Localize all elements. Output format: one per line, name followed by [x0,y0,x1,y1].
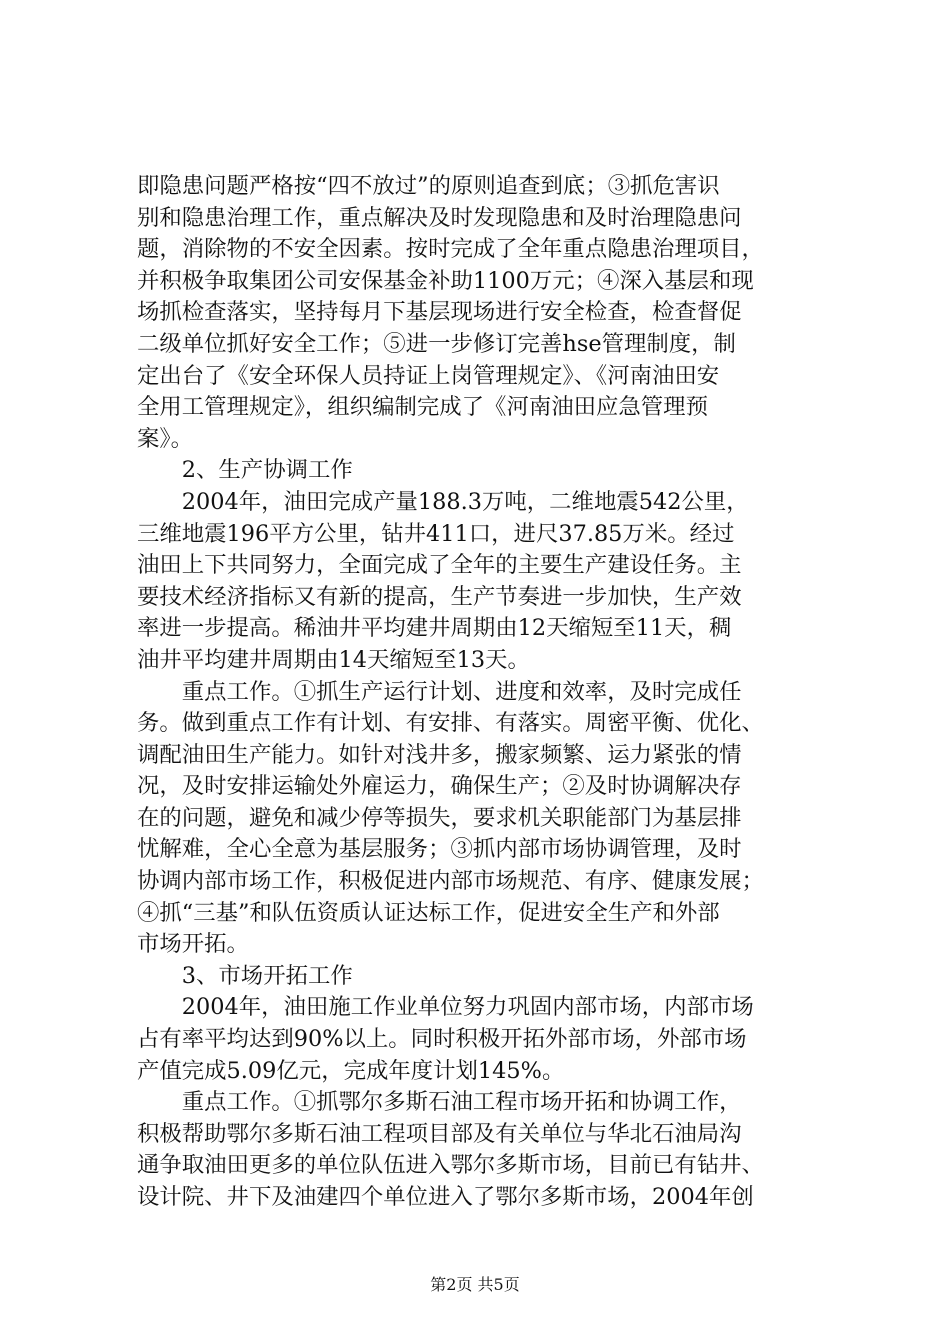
text-line: 即隐患问题严格按“四不放过”的原则追查到底；③抓危害识 [137,173,720,199]
text-line: 要技术经济指标又有新的提高，生产节奏进一步加快，生产效 [137,583,742,610]
text-line: 通争取油田更多的单位队伍进入鄂尔多斯市场，目前已有钻井、 [137,1152,764,1179]
text-line: 市场开拓。 [137,931,249,958]
text-line: 2004年，油田施工作业单位努力巩固内部市场，内部市场 [137,994,754,1021]
text-line: 别和隐患治理工作，重点解决及时发现隐患和及时治理隐患问 [137,204,742,231]
text-line: 油井平均建井周期由14天缩短至13天。 [137,646,530,673]
text-line: 产值完成5.09亿元，完成年度计划145%。 [137,1057,565,1084]
text-line: 积极帮助鄂尔多斯石油工程项目部及有关单位与华北石油局沟 [137,1120,742,1147]
text-line: 全用工管理规定》，组织编制完成了《河南油田应急管理预 [137,394,708,421]
text-line: 案》。 [137,425,193,452]
text-line: 况，及时安排运输处外雇运力，确保生产；②及时协调解决存 [137,773,742,800]
page-footer: 第2页 共5页 [430,1275,520,1294]
text-line: 务。做到重点工作有计划、有安排、有落实。周密平衡、优化、 [137,710,764,737]
text-line: 并积极争取集团公司安保基金补助1100万元；④深入基层和现 [137,267,754,294]
text-line: 3、市场开拓工作 [137,962,353,989]
text-line: 2004年，油田完成产量188.3万吨，二维地震542公里， [137,488,749,515]
text-line: 油田上下共同努力，全面完成了全年的主要生产建设任务。主 [137,552,742,579]
text-line: 重点工作。①抓生产运行计划、进度和效率，及时完成任 [137,678,742,705]
text-line: 忧解难，全心全意为基层服务；③抓内部市场协调管理，及时 [137,836,742,863]
text-line: 二级单位抓好安全工作；⑤进一步修订完善hse管理制度，制 [137,330,736,357]
text-line: 重点工作。①抓鄂尔多斯石油工程市场开拓和协调工作， [137,1089,742,1116]
text-line: 2、生产协调工作 [137,457,353,484]
text-line: 题，消除物的不安全因素。按时完成了全年重点隐患治理项目， [137,236,764,263]
text-line: 场抓检查落实，坚持每月下基层现场进行安全检查，检查督促 [137,299,742,326]
text-line: 协调内部市场工作，积极促进内部市场规范、有序、健康发展； [137,868,764,895]
text-line: 三维地震196平方公里，钻井411口，进尺37.85万米。经过 [137,520,735,547]
text-line: ④抓“三基”和队伍资质认证达标工作，促进安全生产和外部 [137,899,720,926]
text-line: 调配油田生产能力。如针对浅井多，搬家频繁、运力紧张的情 [137,741,742,768]
text-line: 占有率平均达到90%以上。同时积极开拓外部市场，外部市场 [137,1026,747,1053]
text-line: 定出台了《安全环保人员持证上岗管理规定》、《河南油田安 [137,362,720,389]
text-line: 设计院、井下及油建四个单位进入了鄂尔多斯市场，2004年创 [137,1184,754,1210]
text-line: 率进一步提高。稀油井平均建井周期由12天缩短至11天，稠 [137,615,732,642]
document-body [137,171,827,1214]
text-line: 在的问题，避免和减少停等损失，要求机关职能部门为基层排 [137,804,742,831]
